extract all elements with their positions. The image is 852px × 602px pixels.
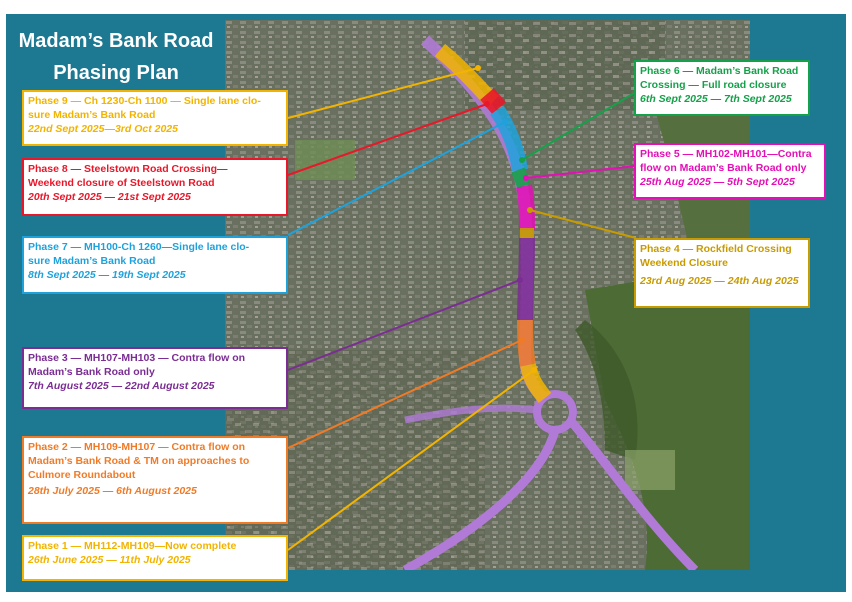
phase-3-label: Phase 3 — MH107-MH103 — Contra flow on xyxy=(28,352,246,364)
phase-2-card xyxy=(22,436,288,524)
phase-4-label: Phase 4 — Rockfield Crossing xyxy=(640,243,792,255)
phase-6-dates: 6th Sept 2025 — 7th Sept 2025 xyxy=(640,93,792,105)
plan-title-line2: Phasing Plan xyxy=(53,62,179,84)
phase-1-dates: 26th June 2025 — 11th July 2025 xyxy=(28,554,191,566)
phase-4-label-2: Weekend Closure xyxy=(640,257,728,269)
phase-7-label-2: sure Madam’s Bank Road xyxy=(28,255,156,267)
plan-title-line1: Madam’s Bank Road xyxy=(18,30,214,52)
phase-5-dates: 25th Aug 2025 — 5th Sept 2025 xyxy=(640,176,795,188)
phase-2-label-2: Madam’s Bank Road & TM on approaches to xyxy=(28,455,250,467)
phase-6-card xyxy=(634,60,810,116)
phase-7-label: Phase 7 — MH100-Ch 1260—Single lane clo- xyxy=(28,241,250,253)
phase-6-label: Phase 6 — Madam’s Bank Road xyxy=(640,65,799,77)
phase-3-label-2: Madam’s Bank Road only xyxy=(28,366,155,378)
phase-8-label: Phase 8 — Steelstown Road Crossing— xyxy=(28,163,228,175)
phase-5-label-2: flow on Madam’s Bank Road only xyxy=(640,162,807,174)
phase-8-label-2: Weekend closure of Steelstown Road xyxy=(28,177,215,189)
phase-4-card xyxy=(634,238,810,308)
phase-7-card xyxy=(22,236,288,294)
phase-2-dates: 28th July 2025 — 6th August 2025 xyxy=(28,485,197,497)
phase-5-card xyxy=(634,143,826,199)
phase-9-dates: 22nd Sept 2025—3rd Oct 2025 xyxy=(28,123,178,135)
phase-8-dates: 20th Sept 2025 — 21st Sept 2025 xyxy=(28,191,191,203)
phase-3-dates: 7th August 2025 — 22nd August 2025 xyxy=(28,380,215,392)
phase-6-label-2: Crossing — Full road closure xyxy=(640,79,787,91)
phase-2-label-3: Culmore Roundabout xyxy=(28,469,136,481)
phase-1-label: Phase 1 — MH112-MH109—Now complete xyxy=(28,540,237,552)
phase-7-dates: 8th Sept 2025 — 19th Sept 2025 xyxy=(28,269,186,281)
phase-2-label: Phase 2 — MH109-MH107 — Contra flow on xyxy=(28,441,246,453)
phase-8-card xyxy=(22,158,288,216)
phase-9-card xyxy=(22,90,288,146)
phase-5-label: Phase 5 — MH102-MH101—Contra xyxy=(640,148,812,160)
phase-9-label-2: sure Madam’s Bank Road xyxy=(28,109,156,121)
phase-4-dates: 23rd Aug 2025 — 24th Aug 2025 xyxy=(640,275,799,287)
phase-9-label: Phase 9 — Ch 1230-Ch 1100 — Single lane clo- xyxy=(28,95,261,107)
phase-3-card xyxy=(22,347,288,409)
phase-1-card xyxy=(22,535,288,581)
